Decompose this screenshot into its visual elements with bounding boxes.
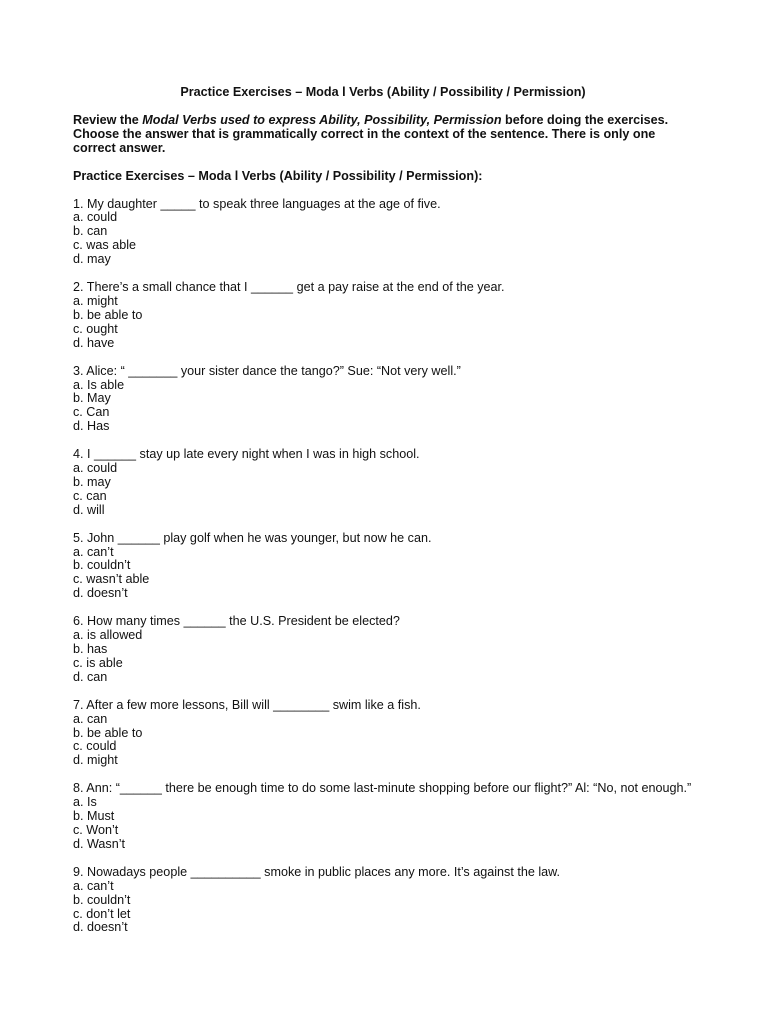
option-b: b. has — [73, 642, 108, 656]
question-stem: 1. My daughter _____ to speak three languages at the age of five. — [73, 196, 441, 211]
question-2 — [73, 281, 693, 351]
question-stem: 5. John ______ play golf when he was younger, but now he can. — [73, 530, 432, 545]
option-c: c. can — [73, 488, 107, 503]
instructions-part2: before doing the exercises. Choose the answer that is grammatically correct in the context of the sentence. There is only one correct answer. — [73, 112, 669, 155]
question-stem: 8. Ann: “______ there be enough time to do some last-minute shopping before our flight?” Al: “No, not enough.” — [73, 781, 692, 796]
option-d: d. can — [73, 669, 108, 684]
option-d: d. Has — [73, 419, 110, 434]
question-stem: 7. After a few more lessons, Bill will ________ swim like a fish. — [73, 697, 421, 712]
option-b: b. May — [73, 391, 111, 406]
option-b: b. can — [73, 224, 108, 239]
option-b: b. couldn’t — [73, 558, 131, 573]
question-stem: 4. I ______ stay up late every night when I was in high school. — [73, 447, 420, 462]
question-stem: 6. How many times ______ the U.S. President be elected? — [73, 614, 400, 629]
question-1 — [73, 198, 693, 268]
option-a: a. is allowed — [73, 628, 143, 643]
option-b: b. be able to — [73, 725, 143, 740]
option-d: d. doesn’t — [73, 920, 128, 935]
option-a: a. Is able — [73, 377, 125, 392]
question-6 — [73, 615, 693, 685]
question-stem: 9. Nowadays people __________ smoke in public places any more. It’s against the law. — [73, 864, 561, 879]
question-stem: 3. Alice: “ _______ your sister dance the tango?” Sue: “Not very well.” — [73, 363, 461, 378]
question-list — [73, 198, 693, 936]
question-4 — [73, 448, 693, 518]
option-a: a. can’t — [73, 544, 114, 559]
option-b: b. Must — [73, 809, 115, 824]
option-c: c. is able — [73, 655, 123, 670]
option-a: a. could — [73, 210, 118, 225]
question-8 — [73, 782, 693, 852]
option-c: c. Won’t — [73, 822, 119, 837]
option-b: b. be able to — [73, 307, 143, 322]
question-5 — [73, 532, 693, 602]
question-7 — [73, 699, 693, 769]
option-d: d. Wasn’t — [73, 836, 126, 851]
option-d: d. doesn’t — [73, 586, 128, 601]
option-a: a. can — [73, 711, 108, 726]
question-3 — [73, 365, 693, 435]
option-d: d. may — [73, 252, 111, 267]
option-c: c. could — [73, 739, 117, 754]
page-title: Practice Exercises – Moda l Verbs (Ability / Possibility / Permission) — [180, 85, 586, 99]
option-a: a. might — [73, 293, 118, 308]
option-b: b. couldn’t — [73, 892, 131, 907]
question-stem: 2. There’s a small chance that I ______ get a pay raise at the end of the year. — [73, 280, 505, 295]
instructions — [73, 114, 693, 156]
instructions-part1: Review the — [73, 112, 143, 127]
section-heading: Practice Exercises – Moda l Verbs (Ability / Possibility / Permission): — [73, 168, 483, 183]
question-9 — [73, 866, 693, 936]
option-a: a. Is — [73, 795, 97, 810]
option-d: d. might — [73, 753, 118, 768]
option-c: c. Can — [73, 405, 110, 420]
document-page — [73, 86, 693, 949]
option-c: c. wasn’t able — [73, 572, 150, 587]
option-b: b. may — [73, 474, 111, 489]
option-a: a. can’t — [73, 878, 114, 893]
option-c: c. don’t let — [73, 906, 131, 921]
option-c: c. was able — [73, 238, 136, 253]
option-d: d. have — [73, 335, 115, 350]
option-c: c. ought — [73, 321, 118, 336]
option-d: d. will — [73, 502, 105, 517]
option-a: a. could — [73, 461, 118, 476]
instructions-italic: Modal Verbs used to express Ability, Possibility, Permission — [142, 112, 502, 127]
